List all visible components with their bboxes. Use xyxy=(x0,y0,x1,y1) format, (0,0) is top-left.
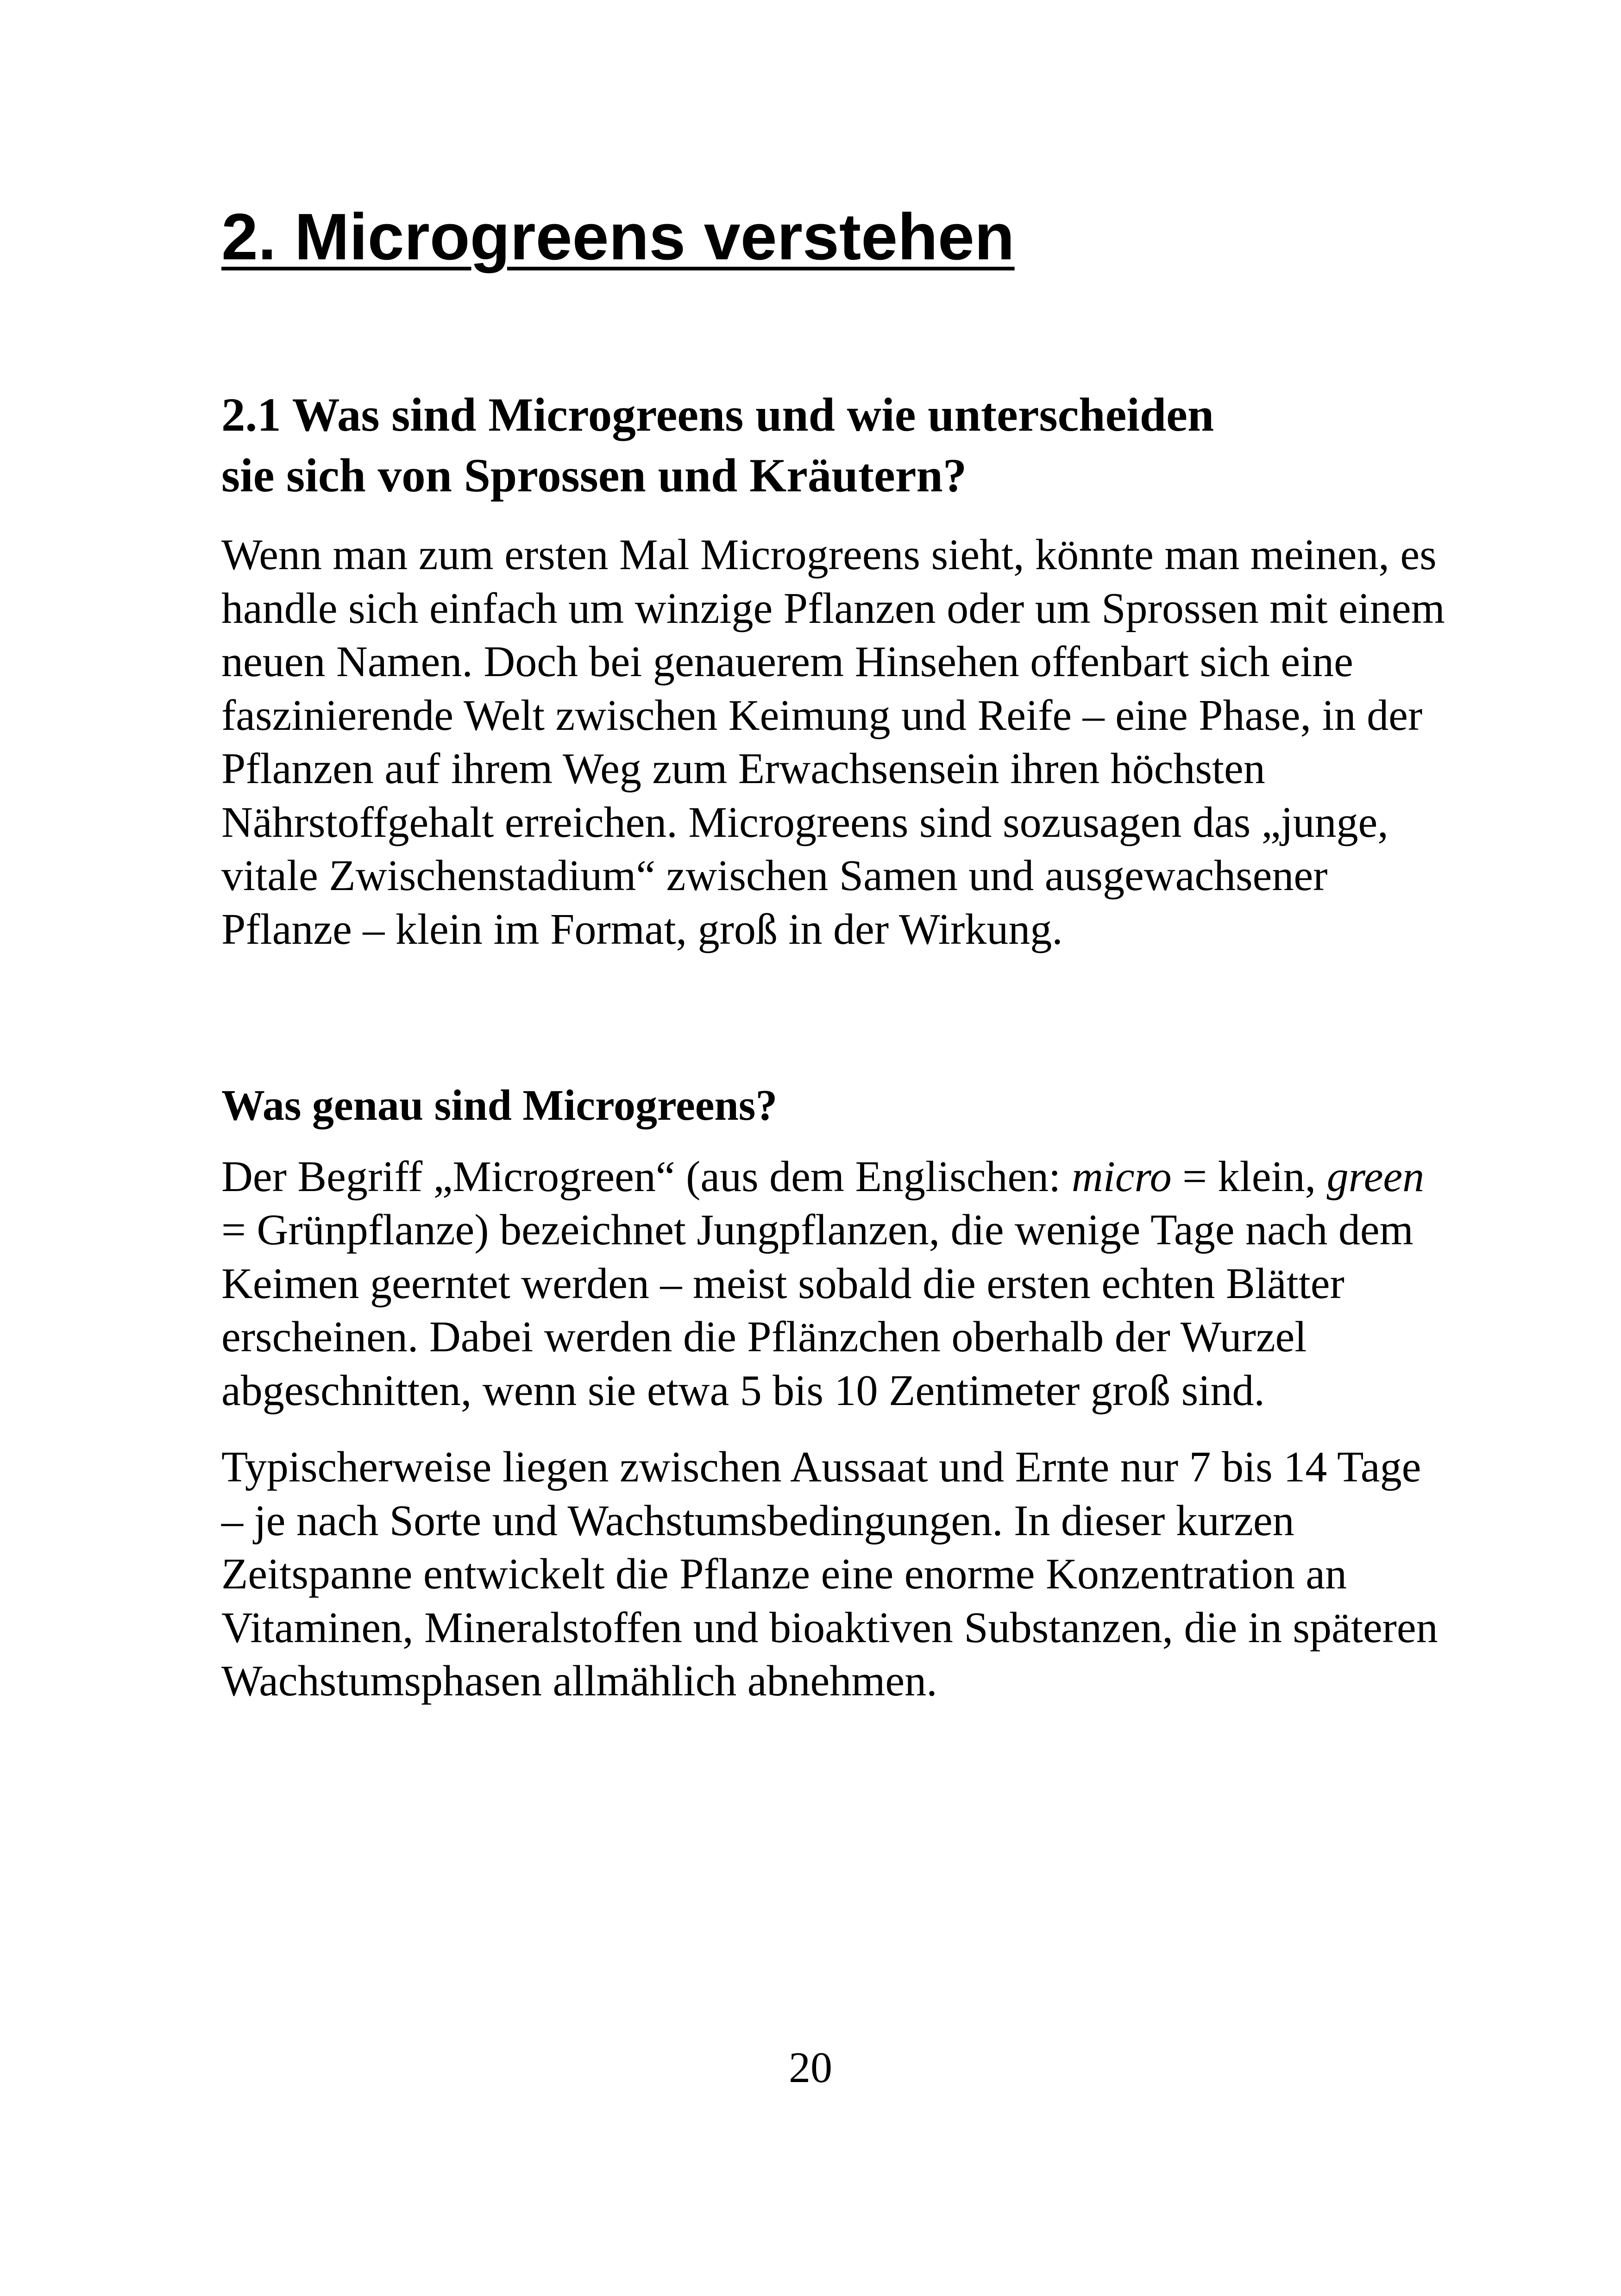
intro-paragraph: Wenn man zum ersten Mal Microgreens sieht, könnte man meinen, es handle sich einfach um winzige Pflanzen oder um Sprossen mit einem neuen Namen. Doch bei genauerem Hinsehen offenbart sich eine faszinierende Welt zwischen Keimung und Reife – eine Phase, in der Pflanzen auf ihrem Weg zum Erwachsensein ihren höchsten Nährstoffgehalt erreichen. Microgreens sind sozusagen das „junge, vitale Zwischenstadium“ zwischen Samen und ausgewachsener Pflanze – klein im Format, groß in der Wirkung. xyxy=(221,531,1445,954)
page-number: 20 xyxy=(789,2044,832,2092)
definition-text-2: = klein, xyxy=(1171,1152,1327,1201)
definition-text-3: = Grünpflanze) bezeichnet Jungpflanzen, die wenige Tage nach dem Keimen geerntet werden – meist sobald die ersten echten Blätter erscheinen. Dabei werden die Pflänzchen oberhalb der Wurzel abgeschnitten, wenn sie etwa 5 bis 10 Zentimeter groß sind. xyxy=(221,1206,1414,1415)
term-micro: micro xyxy=(1071,1152,1172,1201)
definition-paragraph xyxy=(221,1150,1449,1418)
harvest-paragraph: Typischerweise liegen zwischen Aussaat und Ernte nur 7 bis 14 Tage – je nach Sorte und Wachstumsbedingungen. In dieser kurzen Zeitspanne entwickelt die Pflanze eine enorme Konzentration an Vitaminen, Mineralstoffen und bioaktiven Substanzen, die in späteren Wachstumsphasen allmählich abnehmen. xyxy=(221,1443,1438,1706)
section-title xyxy=(221,385,1449,506)
section-title-line-1: 2.1 Was sind Microgreens und wie unterscheiden xyxy=(221,389,1214,442)
section-title-line-2: sie sich von Sprossen und Kräutern? xyxy=(221,449,967,502)
page-content xyxy=(221,199,1449,1708)
definition-text-1: Der Begriff „Microgreen“ (aus dem Englischen: xyxy=(221,1152,1072,1201)
chapter-title: 2. Microgreens verstehen xyxy=(221,200,1015,274)
term-green: green xyxy=(1326,1152,1425,1201)
subsection-heading: Was genau sind Microgreens? xyxy=(221,1081,778,1130)
